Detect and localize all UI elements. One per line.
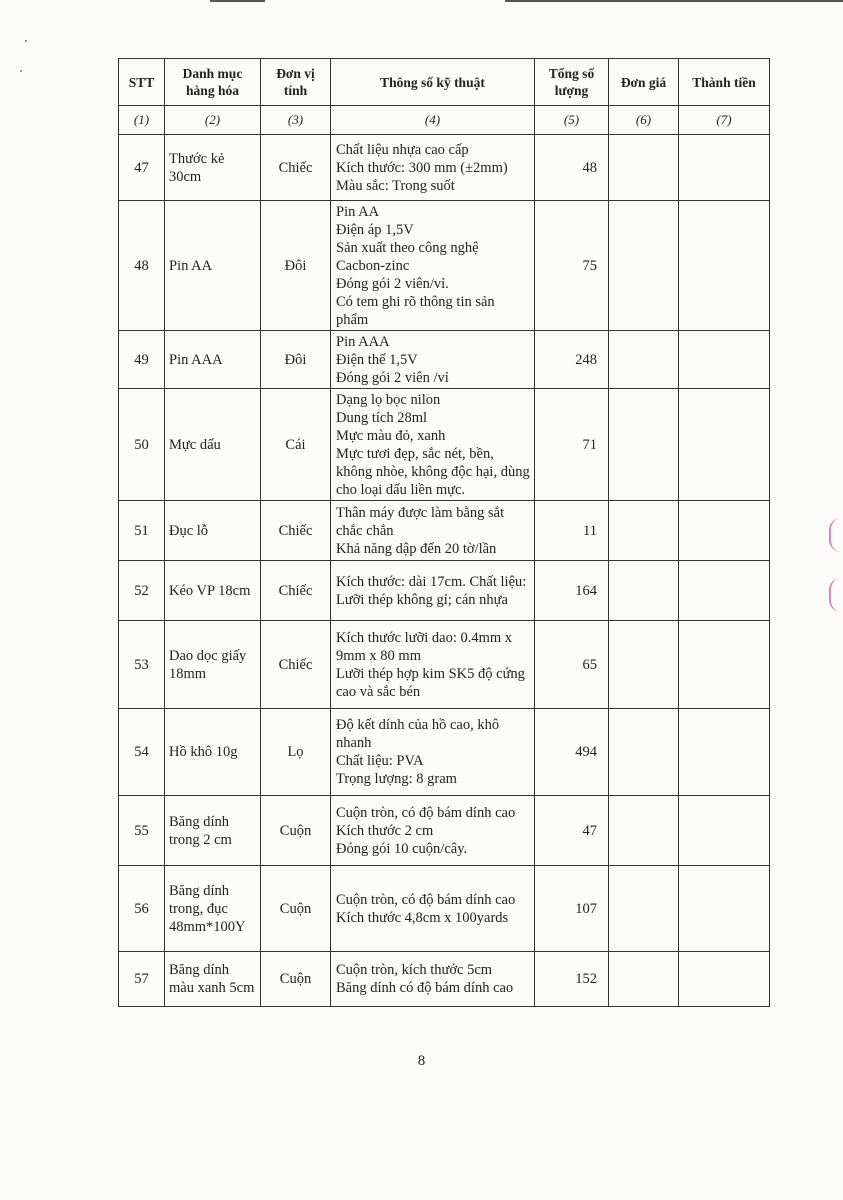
row-total (679, 561, 770, 621)
table-row (119, 389, 770, 501)
scan-speck (25, 40, 27, 42)
row-price (609, 331, 679, 389)
row-name: Băng dính màu xanh 5cm (165, 952, 261, 1007)
header-row (119, 59, 770, 106)
row-spec: Thân máy được làm bằng sắt chắc chắn Khả năng dập đến 20 tờ/lần (331, 501, 535, 561)
row-price (609, 501, 679, 561)
row-price (609, 952, 679, 1007)
header-price: Đơn giá (609, 59, 679, 106)
row-total (679, 331, 770, 389)
row-price (609, 561, 679, 621)
row-qty: 65 (535, 621, 609, 709)
red-stamp-edge (829, 518, 843, 552)
row-qty: 11 (535, 501, 609, 561)
table-row (119, 501, 770, 561)
index-cell: (1) (119, 106, 165, 135)
row-price (609, 135, 679, 201)
row-stt: 52 (119, 561, 165, 621)
row-stt: 55 (119, 796, 165, 866)
row-total (679, 952, 770, 1007)
row-price (609, 621, 679, 709)
page-number: 8 (417, 1053, 426, 1069)
row-unit: Chiếc (261, 501, 331, 561)
table-row (119, 331, 770, 389)
row-spec: Pin AA Điện áp 1,5V Sản xuất theo công nghệ Cacbon-zinc Đóng gói 2 viên/vỉ. Có tem ghi rõ thông tin sản phẩm (331, 201, 535, 331)
row-total (679, 201, 770, 331)
row-name: Băng dính trong 2 cm (165, 796, 261, 866)
row-unit: Chiếc (261, 135, 331, 201)
row-unit: Đôi (261, 331, 331, 389)
row-unit: Cái (261, 389, 331, 501)
row-spec: Cuộn tròn, có độ bám dính cao Kích thước 2 cm Đóng gói 10 cuộn/cây. (331, 796, 535, 866)
row-name: Mực dấu (165, 389, 261, 501)
header-stt: STT (119, 59, 165, 106)
table-row (119, 952, 770, 1007)
row-spec: Dạng lọ bọc nilon Dung tích 28ml Mực màu đỏ, xanh Mực tươi đẹp, sắc nét, bền, không nhòe, không độc hại, dùng cho loại dấu liền mực. (331, 389, 535, 501)
row-price (609, 389, 679, 501)
row-name: Pin AA (165, 201, 261, 331)
row-unit: Cuộn (261, 796, 331, 866)
header-name: Danh mục hàng hóa (165, 59, 261, 106)
row-qty: 494 (535, 709, 609, 796)
row-total (679, 501, 770, 561)
row-qty: 47 (535, 796, 609, 866)
red-stamp-edge (829, 578, 843, 612)
scan-speck (20, 70, 22, 72)
row-unit: Đôi (261, 201, 331, 331)
row-stt: 47 (119, 135, 165, 201)
index-cell: (7) (679, 106, 770, 135)
row-spec: Kích thước: dài 17cm. Chất liệu: Lưỡi thép không gỉ; cán nhựa (331, 561, 535, 621)
column-index-row (119, 106, 770, 135)
header-total: Thành tiền (679, 59, 770, 106)
row-spec: Cuộn tròn, có độ bám dính cao Kích thước 4,8cm x 100yards (331, 866, 535, 952)
row-stt: 53 (119, 621, 165, 709)
row-stt: 57 (119, 952, 165, 1007)
row-price (609, 866, 679, 952)
row-qty: 248 (535, 331, 609, 389)
product-spec-table (118, 58, 770, 1007)
row-total (679, 389, 770, 501)
row-unit: Chiếc (261, 621, 331, 709)
row-stt: 48 (119, 201, 165, 331)
row-price (609, 201, 679, 331)
table-row (119, 796, 770, 866)
row-spec: Pin AAA Điện thế 1,5V Đóng gói 2 viên /vỉ (331, 331, 535, 389)
table-row (119, 135, 770, 201)
row-unit: Lọ (261, 709, 331, 796)
scan-edge-line-right (505, 0, 843, 2)
row-qty: 107 (535, 866, 609, 952)
header-unit: Đơn vị tính (261, 59, 331, 106)
row-name: Đục lỗ (165, 501, 261, 561)
index-cell: (2) (165, 106, 261, 135)
index-cell: (6) (609, 106, 679, 135)
row-stt: 56 (119, 866, 165, 952)
row-stt: 49 (119, 331, 165, 389)
row-qty: 75 (535, 201, 609, 331)
row-price (609, 796, 679, 866)
row-name: Pin AAA (165, 331, 261, 389)
row-total (679, 135, 770, 201)
row-spec: Cuộn tròn, kích thước 5cm Băng dính có độ bám dính cao (331, 952, 535, 1007)
row-total (679, 866, 770, 952)
row-stt: 54 (119, 709, 165, 796)
row-qty: 164 (535, 561, 609, 621)
row-spec: Kích thước lưỡi dao: 0.4mm x 9mm x 80 mm Lưỡi thép hợp kim SK5 độ cứng cao và sắc bén (331, 621, 535, 709)
row-unit: Chiếc (261, 561, 331, 621)
table-row (119, 621, 770, 709)
row-unit: Cuộn (261, 866, 331, 952)
index-cell: (5) (535, 106, 609, 135)
scan-edge-line-left (210, 0, 265, 2)
row-name: Kéo VP 18cm (165, 561, 261, 621)
table-row (119, 709, 770, 796)
row-unit: Cuộn (261, 952, 331, 1007)
row-qty: 71 (535, 389, 609, 501)
index-cell: (3) (261, 106, 331, 135)
row-stt: 51 (119, 501, 165, 561)
row-name: Hồ khô 10g (165, 709, 261, 796)
table-body (119, 135, 770, 1007)
index-cell: (4) (331, 106, 535, 135)
table-row (119, 866, 770, 952)
row-spec: Độ kết dính của hồ cao, khô nhanh Chất liệu: PVA Trọng lượng: 8 gram (331, 709, 535, 796)
row-total (679, 796, 770, 866)
row-name: Dao dọc giấy 18mm (165, 621, 261, 709)
row-price (609, 709, 679, 796)
row-total (679, 621, 770, 709)
table-row (119, 561, 770, 621)
header-qty: Tổng số lượng (535, 59, 609, 106)
row-name: Thước kẻ 30cm (165, 135, 261, 201)
header-spec: Thông số kỹ thuật (331, 59, 535, 106)
row-spec: Chất liệu nhựa cao cấp Kích thước: 300 mm (±2mm) Màu sắc: Trong suốt (331, 135, 535, 201)
row-stt: 50 (119, 389, 165, 501)
row-qty: 152 (535, 952, 609, 1007)
table-row (119, 201, 770, 331)
row-total (679, 709, 770, 796)
row-qty: 48 (535, 135, 609, 201)
row-name: Băng dính trong, đục 48mm*100Y (165, 866, 261, 952)
